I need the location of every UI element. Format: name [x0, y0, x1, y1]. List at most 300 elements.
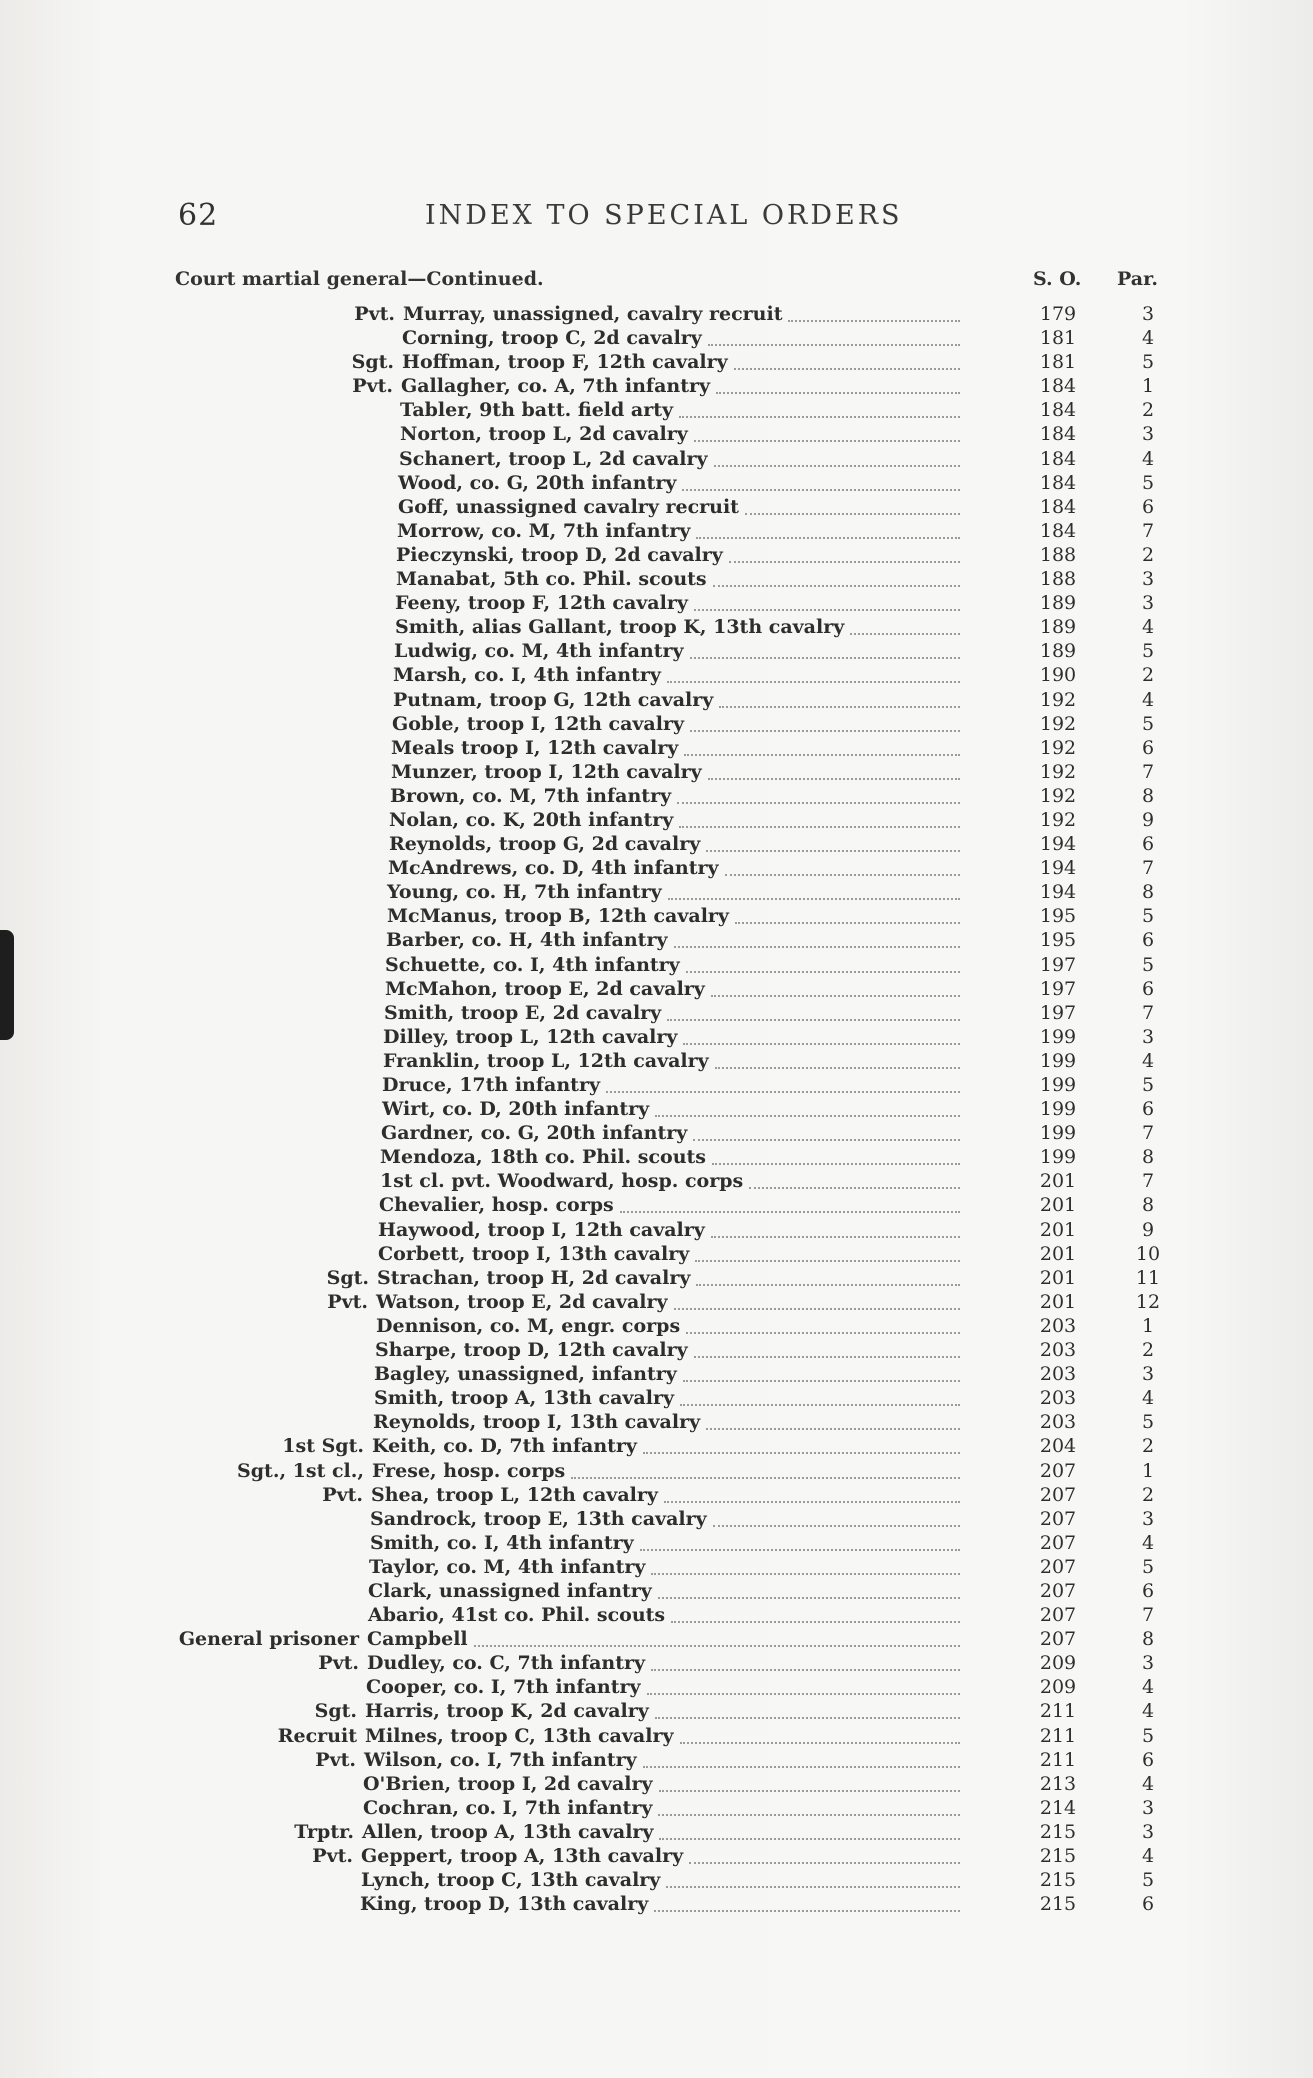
- entry-name: Norton, troop L, 2d cavalry: [400, 423, 688, 446]
- dot-leader: [686, 971, 960, 973]
- entry-paragraph: 1: [1141, 375, 1155, 398]
- index-entry: [0, 1025, 1313, 1049]
- dot-leader: [713, 585, 960, 587]
- index-entry: [0, 832, 1313, 856]
- entry-paragraph: 8: [1141, 1194, 1155, 1217]
- entry-paragraph: 8: [1141, 881, 1155, 904]
- entry-name: Smith, troop E, 2d cavalry: [384, 1001, 662, 1024]
- dot-leader: [706, 1428, 960, 1430]
- index-entry: [0, 1675, 1313, 1699]
- entry-name: Putnam, troop G, 12th cavalry: [393, 688, 714, 711]
- entry-name: Manabat, 5th co. Phil. scouts: [396, 568, 707, 591]
- entry-paragraph: 5: [1141, 1869, 1155, 1892]
- dot-leader: [714, 465, 960, 467]
- dot-leader: [850, 633, 960, 635]
- entry-paragraph: 1: [1141, 1459, 1155, 1482]
- entry-name: Ludwig, co. M, 4th infantry: [394, 640, 684, 663]
- entry-special-order: 194: [1039, 857, 1077, 880]
- index-entry: [0, 374, 1313, 398]
- entry-paragraph: 6: [1141, 1748, 1155, 1771]
- index-entry: [0, 1796, 1313, 1820]
- entry-name: Milnes, troop C, 13th cavalry: [365, 1724, 674, 1747]
- dot-leader: [679, 826, 960, 828]
- entry-paragraph: 9: [1141, 808, 1155, 831]
- entry-special-order: 195: [1039, 905, 1077, 928]
- entry-special-order: 192: [1039, 808, 1077, 831]
- entry-name: Wood, co. G, 20th infantry: [398, 471, 677, 494]
- entry-special-order: 192: [1039, 736, 1077, 759]
- entry-name: Druce, 17th infantry: [382, 1074, 600, 1096]
- index-entry: [0, 760, 1313, 784]
- entry-special-order: 211: [1039, 1724, 1077, 1747]
- entry-paragraph: 6: [1141, 736, 1155, 759]
- entry-special-order: 201: [1039, 1170, 1077, 1193]
- dot-leader: [696, 1284, 960, 1286]
- entry-rank: Trptr.: [294, 1820, 354, 1843]
- column-heading-par: Par.: [1117, 268, 1158, 290]
- entry-special-order: 207: [1039, 1483, 1077, 1506]
- index-entry: [0, 1266, 1313, 1290]
- dot-leader: [658, 1814, 960, 1816]
- entry-paragraph: 4: [1141, 1700, 1155, 1723]
- entry-special-order: 201: [1039, 1242, 1077, 1265]
- entry-special-order: 209: [1039, 1676, 1077, 1699]
- entry-name: McManus, troop B, 12th cavalry: [387, 905, 729, 928]
- dot-leader: [693, 1139, 960, 1141]
- entry-paragraph: 9: [1141, 1218, 1155, 1241]
- page-number: 62: [178, 198, 219, 233]
- entry-special-order: 203: [1039, 1339, 1077, 1362]
- index-entry: [0, 1748, 1313, 1772]
- entry-special-order: 207: [1039, 1555, 1077, 1578]
- index-entry: [0, 1290, 1313, 1314]
- index-entry: [0, 1145, 1313, 1169]
- index-entry: [0, 712, 1313, 736]
- index-entry: [0, 736, 1313, 760]
- dot-leader: [690, 657, 960, 659]
- entry-paragraph: 5: [1141, 640, 1155, 663]
- entry-name: Meals troop I, 12th cavalry: [391, 736, 679, 759]
- entry-rank: Pvt.: [354, 303, 395, 325]
- dot-leader: [712, 1163, 960, 1165]
- entry-rank: Recruit: [277, 1724, 357, 1747]
- entry-name: Dennison, co. M, engr. corps: [376, 1314, 681, 1337]
- entry-special-order: 207: [1039, 1628, 1077, 1651]
- dot-leader: [684, 754, 960, 756]
- entry-rank: Sgt.: [326, 1266, 369, 1289]
- entry-special-order: 194: [1039, 881, 1077, 904]
- index-entry: [0, 1699, 1313, 1723]
- dot-leader: [643, 1452, 960, 1454]
- dot-leader: [655, 1115, 960, 1117]
- entry-name: Smith, troop A, 13th cavalry: [374, 1387, 675, 1410]
- index-entry: [0, 591, 1313, 615]
- dot-leader: [745, 513, 960, 515]
- dot-leader: [659, 1790, 960, 1792]
- index-entry: [0, 1892, 1313, 1916]
- entry-name: Munzer, troop I, 12th cavalry: [391, 760, 702, 783]
- entry-special-order: 192: [1039, 712, 1077, 735]
- entry-special-order: 199: [1039, 1074, 1077, 1096]
- entry-rank: Sgt.: [351, 351, 394, 374]
- dot-leader: [667, 1019, 960, 1021]
- entry-name: Marsh, co. I, 4th infantry: [393, 664, 661, 687]
- dot-leader: [683, 1043, 960, 1045]
- entry-paragraph: 3: [1141, 303, 1155, 325]
- entry-name: Lynch, troop C, 13th cavalry: [361, 1869, 661, 1892]
- entry-paragraph: 6: [1141, 1893, 1155, 1916]
- entry-special-order: 188: [1039, 568, 1077, 591]
- entry-paragraph: 3: [1141, 1652, 1155, 1675]
- dot-leader: [686, 1332, 960, 1334]
- entry-paragraph: 7: [1141, 1604, 1155, 1627]
- dot-leader: [696, 537, 960, 539]
- dot-leader: [706, 850, 960, 852]
- entry-rank: Pvt.: [327, 1290, 368, 1313]
- entry-paragraph: 2: [1141, 543, 1155, 566]
- dot-leader: [683, 1380, 960, 1382]
- dot-leader: [671, 1621, 960, 1623]
- dot-leader: [647, 1693, 960, 1695]
- entry-paragraph: 2: [1141, 664, 1155, 687]
- entry-paragraph: 3: [1141, 1363, 1155, 1386]
- entry-special-order: 199: [1039, 1122, 1077, 1145]
- entry-special-order: 215: [1039, 1869, 1077, 1892]
- entry-name: Murray, unassigned, cavalry recruit: [403, 303, 783, 325]
- entry-rank: Pvt.: [315, 1748, 356, 1771]
- entry-special-order: 189: [1039, 592, 1077, 615]
- dot-leader: [725, 874, 960, 876]
- entry-rank: Sgt., 1st cl.,: [237, 1459, 364, 1482]
- entry-name: 1st cl. pvt. Woodward, hosp. corps: [380, 1170, 744, 1193]
- entry-name: Harris, troop K, 2d cavalry: [365, 1700, 649, 1723]
- entry-paragraph: 7: [1141, 1001, 1155, 1024]
- index-entry: [0, 495, 1313, 519]
- entry-paragraph: 4: [1141, 1772, 1155, 1795]
- entry-paragraph: 4: [1141, 1387, 1155, 1410]
- dot-leader: [674, 1308, 960, 1310]
- dot-leader: [664, 1501, 960, 1503]
- dot-leader: [571, 1477, 960, 1479]
- entry-paragraph: 10: [1135, 1242, 1161, 1265]
- dot-leader: [680, 1742, 960, 1744]
- index-entry: [0, 519, 1313, 543]
- entry-special-order: 203: [1039, 1387, 1077, 1410]
- entry-name: Sandrock, troop E, 13th cavalry: [370, 1507, 707, 1530]
- entry-paragraph: 7: [1141, 760, 1155, 783]
- index-entry: [0, 904, 1313, 928]
- entry-name: Bagley, unassigned, infantry: [374, 1363, 677, 1386]
- entry-name: Morrow, co. M, 7th infantry: [397, 519, 691, 542]
- entry-rank: Pvt.: [322, 1483, 363, 1506]
- dot-leader: [708, 344, 960, 346]
- entry-name: Gallagher, co. A, 7th infantry: [401, 375, 711, 398]
- index-entry: [0, 953, 1313, 977]
- entry-special-order: 192: [1039, 760, 1077, 783]
- entry-name: Nolan, co. K, 20th infantry: [389, 808, 674, 831]
- entry-paragraph: 3: [1141, 568, 1155, 591]
- index-entry: [0, 1097, 1313, 1121]
- dot-leader: [655, 1717, 960, 1719]
- entry-special-order: 181: [1039, 327, 1077, 350]
- index-entry: [0, 1121, 1313, 1145]
- index-entry: [0, 1627, 1313, 1651]
- dot-leader: [643, 1766, 960, 1768]
- entry-name: Taylor, co. M, 4th infantry: [369, 1555, 646, 1578]
- entry-special-order: 194: [1039, 833, 1077, 856]
- entry-special-order: 201: [1039, 1266, 1077, 1289]
- entry-paragraph: 7: [1141, 1170, 1155, 1193]
- entry-name: Wilson, co. I, 7th infantry: [364, 1748, 637, 1771]
- dot-leader: [729, 561, 960, 563]
- entry-name: Schanert, troop L, 2d cavalry: [399, 447, 708, 470]
- dot-leader: [711, 1236, 960, 1238]
- entry-paragraph: 3: [1141, 1507, 1155, 1530]
- dot-leader: [640, 1549, 960, 1551]
- entry-paragraph: 2: [1141, 1483, 1155, 1506]
- index-entry: [0, 1193, 1313, 1217]
- entry-name: Geppert, troop A, 13th cavalry: [361, 1845, 684, 1867]
- index-entry: [0, 1555, 1313, 1579]
- entry-special-order: 197: [1039, 953, 1077, 976]
- dot-leader: [659, 1838, 960, 1840]
- entry-paragraph: 3: [1141, 423, 1155, 446]
- entry-paragraph: 5: [1141, 953, 1155, 976]
- index-entry: [0, 1314, 1313, 1338]
- entry-name: Young, co. H, 7th infantry: [387, 881, 662, 904]
- entry-special-order: 199: [1039, 1098, 1077, 1121]
- entry-name: Abario, 41st co. Phil. scouts: [368, 1604, 666, 1627]
- entry-name: Chevalier, hosp. corps: [379, 1194, 614, 1217]
- entry-special-order: 203: [1039, 1314, 1077, 1337]
- entry-special-order: 197: [1039, 1001, 1077, 1024]
- entry-name: Shea, troop L, 12th cavalry: [371, 1483, 658, 1506]
- entry-name: Goff, unassigned cavalry recruit: [398, 495, 739, 518]
- entry-paragraph: 6: [1141, 929, 1155, 952]
- index-entry: [0, 808, 1313, 832]
- entry-special-order: 207: [1039, 1579, 1077, 1602]
- entry-name: Frese, hosp. corps: [372, 1459, 566, 1482]
- entry-rank: Sgt.: [314, 1700, 357, 1723]
- entry-name: Goble, troop I, 12th cavalry: [392, 712, 685, 735]
- entry-name: Franklin, troop L, 12th cavalry: [383, 1049, 709, 1072]
- entry-name: Reynolds, troop I, 13th cavalry: [373, 1411, 701, 1434]
- entry-name: Feeny, troop F, 12th cavalry: [395, 592, 688, 615]
- entry-special-order: 192: [1039, 784, 1077, 807]
- dot-leader: [674, 946, 960, 948]
- index-entry: [0, 1434, 1313, 1458]
- entry-name: Keith, co. D, 7th infantry: [372, 1435, 637, 1458]
- index-entry: [0, 784, 1313, 808]
- entry-paragraph: 4: [1141, 1049, 1155, 1072]
- entry-paragraph: 5: [1141, 351, 1155, 374]
- entry-name: Corning, troop C, 2d cavalry: [402, 327, 702, 350]
- entry-special-order: 189: [1039, 616, 1077, 639]
- entry-name: Smith, alias Gallant, troop K, 13th cavalry: [395, 616, 845, 639]
- entry-rank: Pvt.: [352, 375, 393, 398]
- entry-name: Wirt, co. D, 20th infantry: [382, 1098, 650, 1121]
- dot-leader: [651, 1573, 960, 1575]
- index-entry: [0, 1459, 1313, 1483]
- index-entry: [0, 856, 1313, 880]
- entry-name: Hoffman, troop F, 12th cavalry: [402, 351, 728, 374]
- entry-paragraph: 4: [1141, 1531, 1155, 1554]
- entry-special-order: 215: [1039, 1820, 1077, 1843]
- dot-leader: [713, 1525, 960, 1527]
- index-entry: [0, 977, 1313, 1001]
- index-entry: [0, 398, 1313, 422]
- entry-paragraph: 5: [1141, 1411, 1155, 1434]
- dot-leader: [666, 1886, 960, 1888]
- entry-special-order: 184: [1039, 375, 1077, 398]
- index-entry: [0, 567, 1313, 591]
- entry-rank: General prisoner: [178, 1628, 359, 1651]
- entry-special-order: 181: [1039, 351, 1077, 374]
- index-entry: [0, 615, 1313, 639]
- index-entry: [0, 1362, 1313, 1386]
- index-entry: [0, 663, 1313, 687]
- section-header-row: [0, 268, 1313, 298]
- entry-special-order: 192: [1039, 688, 1077, 711]
- entry-paragraph: 3: [1141, 1796, 1155, 1819]
- entry-special-order: 207: [1039, 1459, 1077, 1482]
- entry-special-order: 199: [1039, 1025, 1077, 1048]
- entry-name: Strachan, troop H, 2d cavalry: [377, 1266, 691, 1289]
- entry-name: Corbett, troop I, 13th cavalry: [378, 1242, 690, 1265]
- entry-name: Dilley, troop L, 12th cavalry: [383, 1025, 678, 1048]
- entry-name: Reynolds, troop G, 2d cavalry: [389, 833, 701, 856]
- index-entry: [0, 639, 1313, 663]
- entry-paragraph: 5: [1141, 1074, 1155, 1096]
- entry-special-order: 215: [1039, 1845, 1077, 1867]
- entry-name: Dudley, co. C, 7th infantry: [367, 1652, 646, 1675]
- entry-name: O'Brien, troop I, 2d cavalry: [363, 1772, 653, 1795]
- dot-leader: [788, 320, 960, 322]
- entry-paragraph: 8: [1141, 1146, 1155, 1169]
- dot-leader: [694, 440, 960, 442]
- dot-leader: [620, 1211, 960, 1213]
- dot-leader: [735, 922, 960, 924]
- index-entry: [0, 1868, 1313, 1892]
- entry-special-order: 184: [1039, 447, 1077, 470]
- entry-paragraph: 3: [1141, 592, 1155, 615]
- dot-leader: [606, 1091, 960, 1093]
- dot-leader: [719, 706, 960, 708]
- entry-name: Cooper, co. I, 7th infantry: [366, 1676, 641, 1699]
- entry-special-order: 190: [1039, 664, 1077, 687]
- entry-special-order: 184: [1039, 495, 1077, 518]
- column-heading-so: S. O.: [1033, 268, 1082, 290]
- entry-special-order: 184: [1039, 471, 1077, 494]
- entry-special-order: 199: [1039, 1049, 1077, 1072]
- entry-paragraph: 6: [1141, 495, 1155, 518]
- entry-paragraph: 5: [1141, 1555, 1155, 1578]
- entry-paragraph: 12: [1135, 1290, 1161, 1313]
- entry-special-order: 199: [1039, 1146, 1077, 1169]
- entry-paragraph: 7: [1141, 1122, 1155, 1145]
- entry-special-order: 201: [1039, 1194, 1077, 1217]
- entry-paragraph: 4: [1141, 616, 1155, 639]
- dot-leader: [667, 681, 960, 683]
- entry-special-order: 201: [1039, 1290, 1077, 1313]
- entry-special-order: 184: [1039, 423, 1077, 446]
- entry-name: Gardner, co. G, 20th infantry: [381, 1122, 688, 1145]
- dot-leader: [716, 392, 960, 394]
- entry-paragraph: 5: [1141, 712, 1155, 735]
- index-entry: [0, 1386, 1313, 1410]
- entry-name: Campbell: [367, 1628, 468, 1651]
- entry-paragraph: 5: [1141, 471, 1155, 494]
- entry-special-order: 207: [1039, 1604, 1077, 1627]
- entry-name: Sharpe, troop D, 12th cavalry: [375, 1339, 688, 1362]
- entry-name: Brown, co. M, 7th infantry: [390, 784, 672, 807]
- entry-paragraph: 5: [1141, 905, 1155, 928]
- dot-leader: [658, 1597, 960, 1599]
- entry-paragraph: 6: [1141, 833, 1155, 856]
- dot-leader: [677, 802, 960, 804]
- dot-leader: [711, 995, 960, 997]
- entry-rank: Pvt.: [312, 1845, 353, 1867]
- entry-special-order: 201: [1039, 1218, 1077, 1241]
- entry-special-order: 197: [1039, 977, 1077, 1000]
- index-entries: [0, 302, 1313, 1916]
- entry-special-order: 203: [1039, 1411, 1077, 1434]
- entry-paragraph: 8: [1141, 784, 1155, 807]
- index-entry: [0, 1579, 1313, 1603]
- entry-name: Mendoza, 18th co. Phil. scouts: [380, 1146, 706, 1169]
- dot-leader: [734, 368, 960, 370]
- entry-paragraph: 4: [1141, 688, 1155, 711]
- index-entry: [0, 1772, 1313, 1796]
- section-heading: Court martial general—Continued.: [175, 268, 544, 290]
- dot-leader: [695, 1260, 960, 1262]
- index-entry: [0, 1483, 1313, 1507]
- entry-special-order: 179: [1039, 303, 1077, 325]
- entry-rank: Pvt.: [318, 1652, 359, 1675]
- index-entry: [0, 1820, 1313, 1844]
- entry-special-order: 184: [1039, 519, 1077, 542]
- dot-leader: [749, 1187, 960, 1189]
- index-entry: [0, 928, 1313, 952]
- index-entry: [0, 1507, 1313, 1531]
- entry-name: Watson, troop E, 2d cavalry: [376, 1290, 668, 1313]
- entry-name: Pieczynski, troop D, 2d cavalry: [396, 543, 723, 566]
- entry-paragraph: 11: [1135, 1266, 1161, 1289]
- index-entry: [0, 1169, 1313, 1193]
- index-entry: [0, 880, 1313, 904]
- index-entry: [0, 1531, 1313, 1555]
- entry-paragraph: 4: [1141, 1845, 1155, 1867]
- entry-paragraph: 7: [1141, 519, 1155, 542]
- entry-name: Haywood, troop I, 12th cavalry: [378, 1218, 705, 1241]
- entry-special-order: 215: [1039, 1893, 1077, 1916]
- entry-special-order: 195: [1039, 929, 1077, 952]
- index-entry: [0, 1724, 1313, 1748]
- index-entry: [0, 1844, 1313, 1868]
- index-entry: [0, 350, 1313, 374]
- index-entry: [0, 1603, 1313, 1627]
- dot-leader: [689, 1862, 960, 1864]
- dot-leader: [680, 1404, 960, 1406]
- dot-leader: [651, 1669, 960, 1671]
- entry-paragraph: 2: [1141, 1339, 1155, 1362]
- entry-paragraph: 4: [1141, 1676, 1155, 1699]
- entry-paragraph: 2: [1141, 399, 1155, 422]
- dot-leader: [694, 609, 960, 611]
- entry-special-order: 188: [1039, 543, 1077, 566]
- entry-name: Clark, unassigned infantry: [368, 1579, 652, 1602]
- dot-leader: [679, 416, 960, 418]
